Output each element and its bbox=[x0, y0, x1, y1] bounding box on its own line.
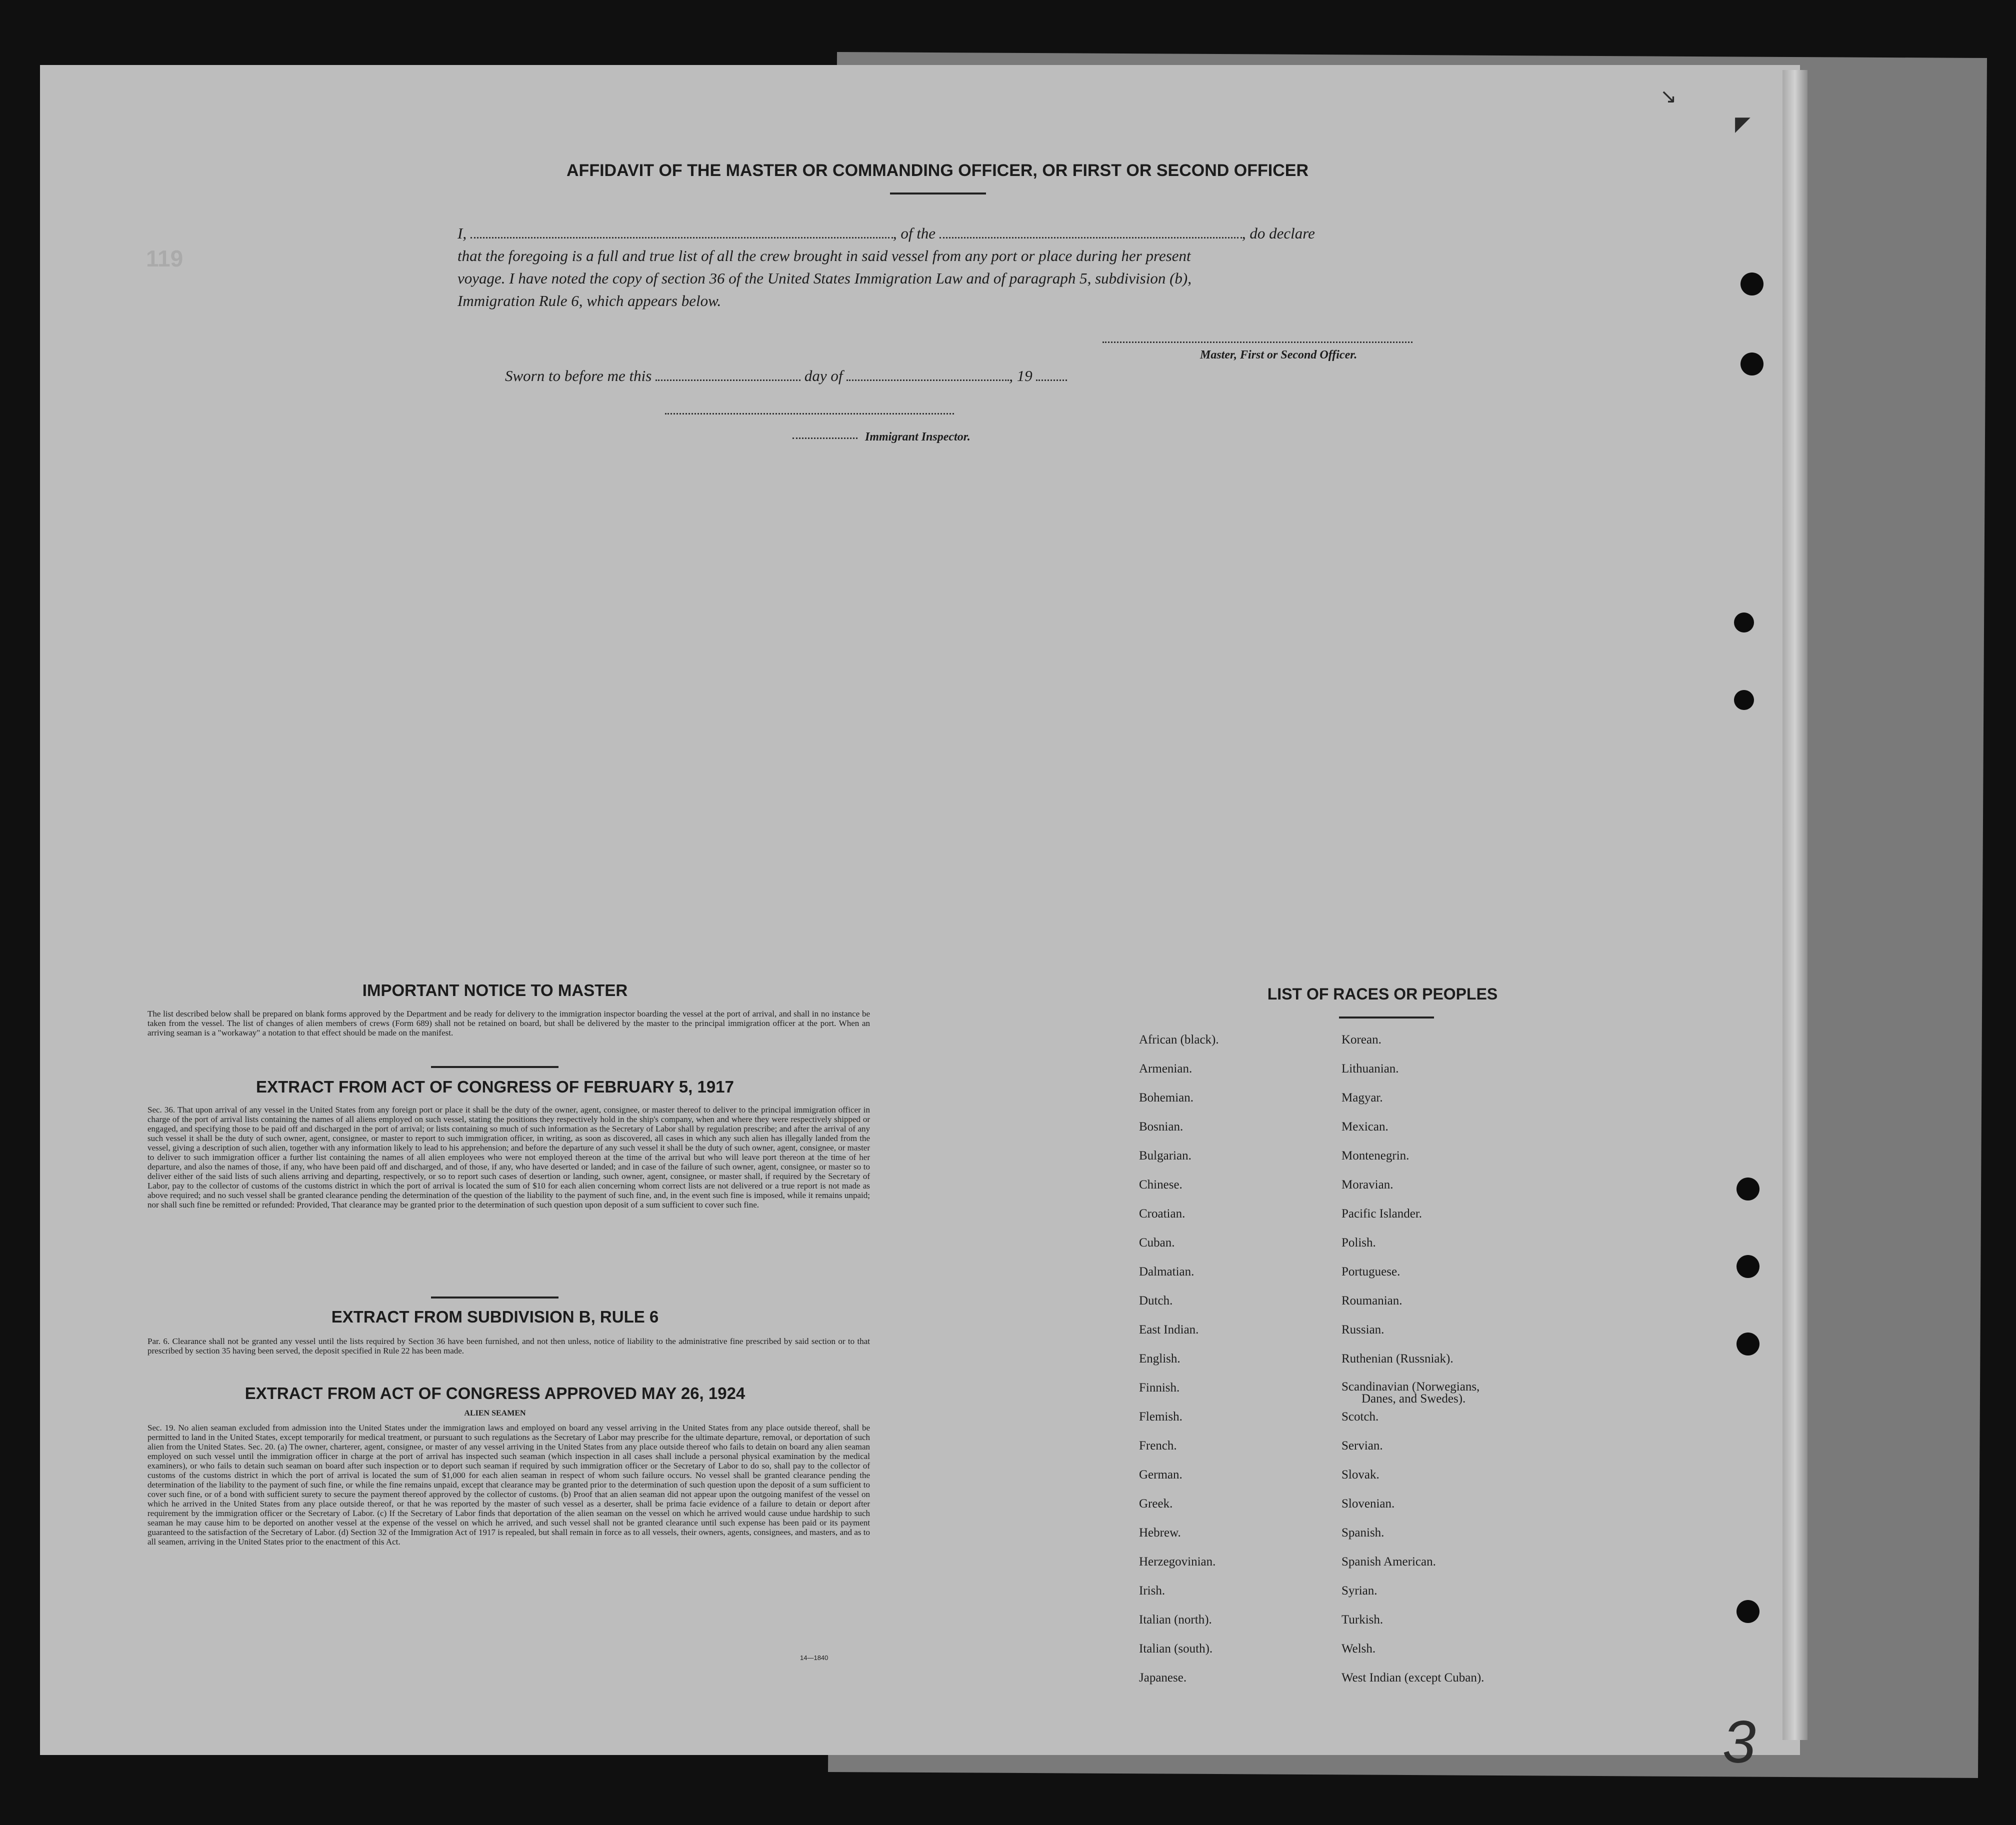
affidavit-do-declare: , do declare bbox=[1242, 224, 1315, 242]
race-left: Italian (north). bbox=[1139, 1613, 1212, 1626]
race-row bbox=[1139, 1091, 1484, 1120]
sworn-line bbox=[505, 365, 1067, 387]
signature-blank bbox=[1102, 342, 1412, 343]
race-left: Irish. bbox=[1139, 1584, 1166, 1598]
punch-hole bbox=[1736, 1178, 1760, 1200]
race-right: Magyar. bbox=[1342, 1091, 1383, 1104]
sworn-year: , 19 bbox=[1009, 367, 1032, 384]
race-row bbox=[1139, 1468, 1484, 1497]
race-right: Turkish. bbox=[1342, 1613, 1384, 1626]
sworn-text: Sworn to before me this bbox=[505, 367, 652, 384]
race-left: Bohemian. bbox=[1139, 1091, 1194, 1104]
race-left: Dalmatian. bbox=[1139, 1265, 1194, 1278]
extract-1917-title: EXTRACT FROM ACT OF CONGRESS OF FEBRUARY 5, 1917 bbox=[256, 1078, 734, 1096]
race-row bbox=[1139, 1033, 1484, 1062]
race-left: Flemish. bbox=[1139, 1410, 1182, 1424]
race-right: Montenegrin. bbox=[1342, 1149, 1410, 1162]
race-left: French. bbox=[1139, 1439, 1177, 1452]
notice-divider bbox=[431, 1066, 558, 1068]
sworn-day-of: day of bbox=[804, 367, 843, 384]
race-right: Welsh. bbox=[1342, 1642, 1376, 1656]
race-left: English. bbox=[1139, 1352, 1180, 1366]
race-left: Italian (south). bbox=[1139, 1642, 1213, 1656]
race-right: Spanish American. bbox=[1342, 1555, 1436, 1568]
race-row bbox=[1139, 1294, 1484, 1323]
race-left: Cuban. bbox=[1139, 1236, 1175, 1250]
races-table bbox=[1139, 1033, 1484, 1700]
race-left: Bulgarian. bbox=[1139, 1149, 1192, 1162]
race-right: Slovak. bbox=[1342, 1468, 1380, 1482]
race-right: Korean. bbox=[1342, 1033, 1382, 1046]
corner-handwritten-number: 3 bbox=[1722, 1708, 1756, 1776]
punch-hole bbox=[1740, 352, 1764, 376]
scan-mark: ◤ bbox=[1735, 113, 1750, 135]
inspector-label: Immigrant Inspector. bbox=[865, 430, 970, 444]
inspector-blank bbox=[665, 413, 954, 414]
race-row bbox=[1139, 1584, 1484, 1613]
race-right: Lithuanian. bbox=[1342, 1062, 1399, 1076]
race-right: Polish. bbox=[1342, 1236, 1376, 1250]
race-row bbox=[1139, 1497, 1484, 1526]
affidavit-line-1 bbox=[458, 222, 1315, 244]
race-left: East Indian. bbox=[1139, 1323, 1199, 1336]
affidavit-of-the: , of the bbox=[892, 224, 936, 242]
punch-hole bbox=[1740, 272, 1764, 296]
faint-page-number: 119 bbox=[146, 246, 184, 272]
extract-rule6-title: EXTRACT FROM SUBDIVISION B, RULE 6 bbox=[331, 1308, 659, 1326]
race-left: Armenian. bbox=[1139, 1062, 1192, 1076]
race-row bbox=[1139, 1613, 1484, 1642]
punch-hole bbox=[1734, 612, 1754, 632]
race-right: Mexican. bbox=[1342, 1120, 1388, 1134]
affidavit-title: AFFIDAVIT OF THE MASTER OR COMMANDING OFFICER, OR FIRST OR SECOND OFFICER bbox=[566, 161, 1308, 180]
race-row bbox=[1139, 1555, 1484, 1584]
race-row bbox=[1139, 1149, 1484, 1178]
race-row bbox=[1139, 1207, 1484, 1236]
race-left: Chinese. bbox=[1139, 1178, 1182, 1192]
race-row bbox=[1139, 1381, 1484, 1410]
sworn-day-blank bbox=[656, 368, 800, 381]
affidavit-divider bbox=[890, 192, 986, 194]
race-row bbox=[1139, 1671, 1484, 1700]
extract-rule6-body: Par. 6. Clearance shall not be granted any vessel until the lists required by Section 36 have been furnished, and not then unless, notice of liability to the administrative fine prescribed by said section or to that prescribed by section 35 having been served, the deposit specified in Rule 22 has been made. bbox=[148, 1336, 870, 1356]
race-row bbox=[1139, 1062, 1484, 1091]
race-left: Greek. bbox=[1139, 1497, 1173, 1510]
race-row bbox=[1139, 1265, 1484, 1294]
affidavit-i: I, bbox=[458, 224, 467, 242]
signature-label: Master, First or Second Officer. bbox=[1200, 348, 1358, 362]
race-left: Bosnian. bbox=[1139, 1120, 1184, 1134]
race-row bbox=[1139, 1323, 1484, 1352]
race-left: African (black). bbox=[1139, 1033, 1219, 1046]
race-right: Scotch. bbox=[1342, 1410, 1379, 1424]
extract-1917-body: Sec. 36. That upon arrival of any vessel in the United States from any foreign port or place it shall be the duty of the owner, agent, consignee, or master thereof to deliver to the principal immigration officer in charge of the port of arrival lists containing the names of all aliens employed on such vessel, stating the positions they respectively hold in the ship's company, when and where they were respectively shipped or engaged, and specifying those to be paid off and discharged in the port of arrival; or lists containing so much of such information as the Secretary of Labor shall by regulation prescribe; and after the arrival of any such vessel it shall be the duty of such owner, agent, consignee, or master to report to such immigration officer, in writing, as soon as discovered, all cases in which any such alien has illegally landed from the vessel, giving a description of such alien, together with any information likely to lead to his apprehension; and before the departure of any such vessel it shall be the duty of such owner, agent, consignee, or master to deliver to such immigration officer a further list containing the names of all alien employees who were not employed thereon at the time of the arrival but who will leave port thereon at the time of her departure, and also the names of those, if any, who have been paid off and discharged, and of those, if any, who have deserted or landed; and in case of the failure of such owner, agent, consignee, or master so to deliver either of the said lists of such aliens arriving and departing, respectively, or so to report such cases of desertion or landing, such owner, agent, consignee, or master shall, if required by the Secretary of Labor, pay to the collector of customs of the customs district in which the port of arrival is located the sum of $10 for each alien concerning whom correct lists are not delivered or a true report is not made as above required; and no such vessel shall be granted clearance pending the determination of the question of the liability to the payment of such fine, and, in the event such fine is imposed, while it remains unpaid; nor shall such fine be remitted or refunded: Provided, That clearance may be granted prior to the determination of such question upon deposit of a sum sufficient to cover such fine. bbox=[148, 1105, 870, 1210]
race-row bbox=[1139, 1439, 1484, 1468]
affidavit-line-2: that the foregoing is a full and true list of all the crew brought in said vessel from any port or place during her present bbox=[458, 247, 1191, 264]
race-row bbox=[1139, 1642, 1484, 1671]
race-right: Spanish. bbox=[1342, 1526, 1384, 1540]
race-right: Servian. bbox=[1342, 1439, 1383, 1452]
sworn-month-blank bbox=[846, 368, 1009, 381]
notice-title: IMPORTANT NOTICE TO MASTER bbox=[362, 981, 628, 1000]
name-blank bbox=[470, 225, 893, 238]
race-right: Moravian. bbox=[1342, 1178, 1394, 1192]
race-left: Finnish. bbox=[1139, 1381, 1180, 1394]
race-left: Herzegovinian. bbox=[1139, 1555, 1216, 1568]
punch-hole bbox=[1736, 1332, 1760, 1356]
race-row bbox=[1139, 1526, 1484, 1555]
affidavit-line-3: voyage. I have noted the copy of section 36 of the United States Immigration Law and of paragraph 5, subdivision (b), bbox=[458, 270, 1192, 287]
race-right: Scandinavian (Norwegians, Danes, and Swedes). bbox=[1342, 1380, 1480, 1406]
race-row bbox=[1139, 1352, 1484, 1381]
race-left: German. bbox=[1139, 1468, 1182, 1482]
form-number: 14—1840 bbox=[800, 1654, 828, 1662]
race-row bbox=[1139, 1410, 1484, 1439]
race-right: Russian. bbox=[1342, 1323, 1384, 1336]
races-title: LIST OF RACES OR PEOPLES bbox=[1267, 985, 1498, 1003]
race-right: Portuguese. bbox=[1342, 1265, 1400, 1278]
page-edge bbox=[1782, 70, 1808, 1740]
affidavit-line-4: Immigration Rule 6, which appears below. bbox=[458, 292, 722, 310]
race-right: Ruthenian (Russniak). bbox=[1342, 1352, 1454, 1366]
race-row bbox=[1139, 1236, 1484, 1265]
punch-hole bbox=[1736, 1255, 1760, 1278]
race-right: Pacific Islander. bbox=[1342, 1207, 1422, 1220]
race-left: Hebrew. bbox=[1139, 1526, 1181, 1540]
sworn-year-blank bbox=[1036, 368, 1067, 381]
inspector-blank-short bbox=[792, 438, 858, 439]
race-right: Slovenian. bbox=[1342, 1497, 1395, 1510]
extract-1924-body: Sec. 19. No alien seaman excluded from admission into the United States under the immigration laws and employed on board any vessel arriving in the United States from any place outside thereof, shall be permitted to land in the United States, except temporarily for medical treatment, or pursuant to such regulations as the Secretary of Labor may prescribe for the ultimate departure, removal, or deportation of such alien from the United States. Sec. 20. (a) The owner, charterer, agent, consignee, or master of any vessel arriving in the United States from any place outside thereof who fails to detain on board any alien seaman employed on such vessel until the immigration officer in charge at the port of arrival has inspected such seaman (which inspection in all cases shall include a personal physical examination by the medical examiners), or who fails to detain such seaman on board after such inspection or to deport such seaman if required by such immigration officer or the Secretary of Labor to do so, shall pay to the collector of customs of the customs district in which the port of arrival is located the sum of $1,000 for each alien seaman in respect of whom such failure occurs. No vessel shall be granted clearance pending the determination of the liability to the payment of such fine, or while the fine remains unpaid, except that clearance may be granted prior to the determination of such question upon the deposit of a sum sufficient to cover such fine, or of a bond with sufficient surety to secure the payment thereof approved by the collector of customs. (b) Proof that an alien seaman did not appear upon the outgoing manifest of the vessel on which he arrived in the United States from any place outside thereof, or that he was reported by the master of such vessel as a deserter, shall be prima facie evidence of a failure to detain or deport after requirement by the immigration officer or the Secretary of Labor. (c) If the Secretary of Labor finds that deportation of the alien seaman on the vessel on which he arrived would cause undue hardship to such seaman he may cause him to be deported on another vessel at the expense of the vessel on which he arrived, and such vessel shall not be granted clearance until such expense has been paid or its payment guaranteed to the satisfaction of the Secretary of Labor. (d) Section 32 of the Immigration Act of 1917 is repealed, but shall remain in force as to all vessels, their owners, agents, consignees, and masters, and as to all seamen, arriving in the United States prior to the enactment of this Act. bbox=[148, 1423, 870, 1546]
notice-body: The list described below shall be prepared on blank forms approved by the Department and be ready for delivery to the immigration inspector boarding the vessel at the port of arrival, and shall in no instance be taken from the vessel. The list of changes of alien members of crews (Form 689) shall not be retained on board, but shall be delivered by the master to the principal immigration officer at the port. When an arriving seaman is a "workaway" a notation to that effect should be made on the manifest. bbox=[148, 1009, 870, 1038]
race-row bbox=[1139, 1120, 1484, 1149]
extract-1924-title: EXTRACT FROM ACT OF CONGRESS APPROVED MAY 26, 1924 bbox=[244, 1384, 746, 1402]
punch-hole bbox=[1734, 690, 1754, 710]
race-right: Syrian. bbox=[1342, 1584, 1378, 1598]
vessel-blank bbox=[940, 225, 1242, 238]
punch-hole bbox=[1736, 1600, 1760, 1623]
extract-1924-subtitle: ALIEN SEAMEN bbox=[464, 1409, 526, 1418]
race-right: West Indian (except Cuban). bbox=[1342, 1671, 1484, 1684]
race-row bbox=[1139, 1178, 1484, 1207]
scan-mark: ↘ bbox=[1660, 86, 1677, 108]
race-right: Roumanian. bbox=[1342, 1294, 1402, 1308]
extract-1917-divider bbox=[431, 1296, 558, 1298]
race-left: Japanese. bbox=[1139, 1671, 1187, 1684]
races-divider bbox=[1339, 1016, 1434, 1018]
race-left: Dutch. bbox=[1139, 1294, 1173, 1308]
race-left: Croatian. bbox=[1139, 1207, 1186, 1220]
